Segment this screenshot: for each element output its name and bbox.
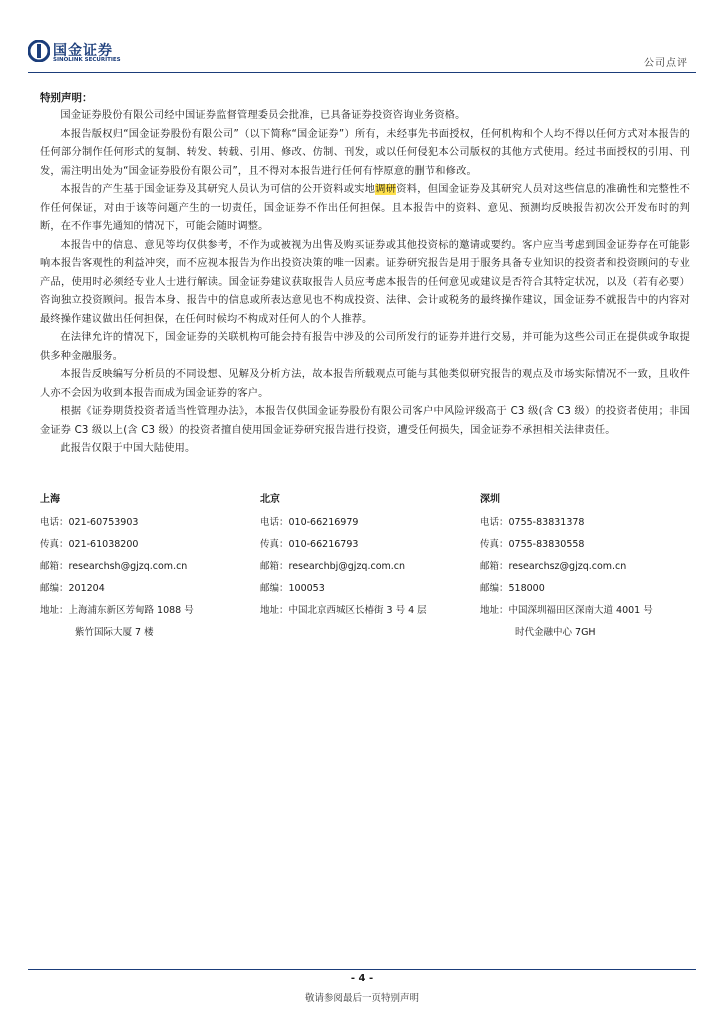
special-declaration <box>40 90 690 459</box>
sinolink-logo-icon <box>28 40 50 62</box>
office-fax: 传真：0755-83830558 <box>480 539 585 550</box>
office-beijing <box>260 490 475 622</box>
declaration-paragraph: 此报告仅限于中国大陆使用。 <box>60 443 196 454</box>
office-fax: 传真：010-66216793 <box>260 539 359 550</box>
declaration-paragraph: 根据《证券期货投资者适当性管理办法》，本报告仅供国金证券股份有限公司客户中风险评级高于 C3 级(含 C3 级）的投资者使用；非国金证券 C3 级以上(含 C3 级）的投资者擅自使用国金证券研究报告进行投资，遭受任何损失，国金证券不承担相关法律责任。 <box>40 406 690 436</box>
office-phone: 电话：021-60753903 <box>40 517 139 528</box>
footer-note: 敬请参阅最后一页特别声明 <box>304 993 419 1004</box>
declaration-paragraph: 国金证券股份有限公司经中国证券监督管理委员会批准，已具备证券投资咨询业务资格。 <box>60 110 466 121</box>
office-email: 邮箱：researchbj@gjzq.com.cn <box>260 561 406 572</box>
office-address: 地址：中国北京西城区长椿街 3 号 4 层 <box>260 605 427 616</box>
logo-text-en: SINOLINK SECURITIES <box>53 57 121 63</box>
office-phone: 电话：010-66216979 <box>260 517 359 528</box>
footer-divider <box>28 969 696 970</box>
office-address: 地址：中国深圳福田区深南大道 4001 号 <box>480 605 653 616</box>
declaration-title: 特别声明： <box>40 92 93 104</box>
header-divider <box>28 72 696 73</box>
office-city: 深圳 <box>480 494 500 505</box>
logo-text-cn: 国金证券 <box>53 43 113 59</box>
office-zip: 邮编：518000 <box>480 583 545 594</box>
office-city: 北京 <box>260 494 280 505</box>
declaration-paragraph <box>40 181 690 237</box>
office-email: 邮箱：researchsz@gjzq.com.cn <box>480 561 627 572</box>
company-logo <box>28 40 138 66</box>
office-email: 邮箱：researchsh@gjzq.com.cn <box>40 561 188 572</box>
office-address: 地址：上海浦东新区芳甸路 1088 号 <box>40 605 194 616</box>
office-shenzhen <box>480 490 695 644</box>
office-zip: 邮编：201204 <box>40 583 105 594</box>
office-address-cont: 紫竹国际大厦 7 楼 <box>75 627 154 638</box>
declaration-paragraph: 在法律允许的情况下，国金证券的关联机构可能会持有报告中涉及的公司所发行的证券并进行交易，并可能为这些公司正在提供或争取提供多种金融服务。 <box>40 332 690 362</box>
paragraph-text-post: 资料，但国金证券及其研究人员对这些信息的准确性和完整性不作任何保证，对由于该等问题产生的一切责任，国金证券不作出任何担保。且本报告中的资料、意见、预测均反映报告初次公开发布时的判断，在不作事先通知的情况下，可能会随时调整。 <box>40 184 691 232</box>
office-city: 上海 <box>40 494 60 505</box>
office-fax: 传真：021-61038200 <box>40 539 139 550</box>
office-shanghai <box>40 490 255 644</box>
page-header <box>0 0 724 80</box>
declaration-paragraph: 本报告版权归“国金证券股份有限公司”（以下简称“国金证券”）所有，未经事先书面授权，任何机构和个人均不得以任何方式对本报告的任何部分制作任何形式的复制、转发、转载、引用、修改、仿制、刊发，或以任何侵犯本公司版权的其他方式使用。经过书面授权的引用、刊发，需注明出处为“国金证券股份有限公司”，且不得对本报告进行任何有悖原意的删节和修改。 <box>40 128 690 177</box>
office-address-cont: 时代金融中心 7GH <box>515 627 596 638</box>
page-number: - 4 - <box>350 973 374 984</box>
declaration-paragraph: 本报告反映编写分析员的不同设想、见解及分析方法，故本报告所载观点可能与其他类似研究报告的观点及市场实际情况不一致，且收件人亦不会因为收到本报告而成为国金证券的客户。 <box>40 369 690 399</box>
office-zip: 邮编：100053 <box>260 583 325 594</box>
document-type-label: 公司点评 <box>644 58 688 69</box>
highlighted-text: 调研 <box>375 184 397 195</box>
office-phone: 电话：0755-83831378 <box>480 517 585 528</box>
declaration-paragraph: 本报告中的信息、意见等均仅供参考，不作为或被视为出售及购买证券或其他投资标的邀请或要约。客户应当考虑到国金证券存在可能影响本报告客观性的利益冲突，而不应视本报告为作出投资决策的唯一因素。证券研究报告是用于服务具备专业知识的投资者和投资顾问的专业产品，使用时必须经专业人士进行解读。国金证券建议获取报告人员应考虑本报告的任何意见或建议是否符合其特定状况，以及（若有必要）咨询独立投资顾问。报告本身、报告中的信息或所表达意见也不构成投资、法律、会计或税务的最终操作建议，国金证券不就报告中的内容对最终操作建议做出任何担保，在任何时候均不构成对任何人的个人推荐。 <box>40 239 690 325</box>
paragraph-text-pre: 本报告的产生基于国金证券及其研究人员认为可信的公开资料或实地 <box>60 184 376 195</box>
